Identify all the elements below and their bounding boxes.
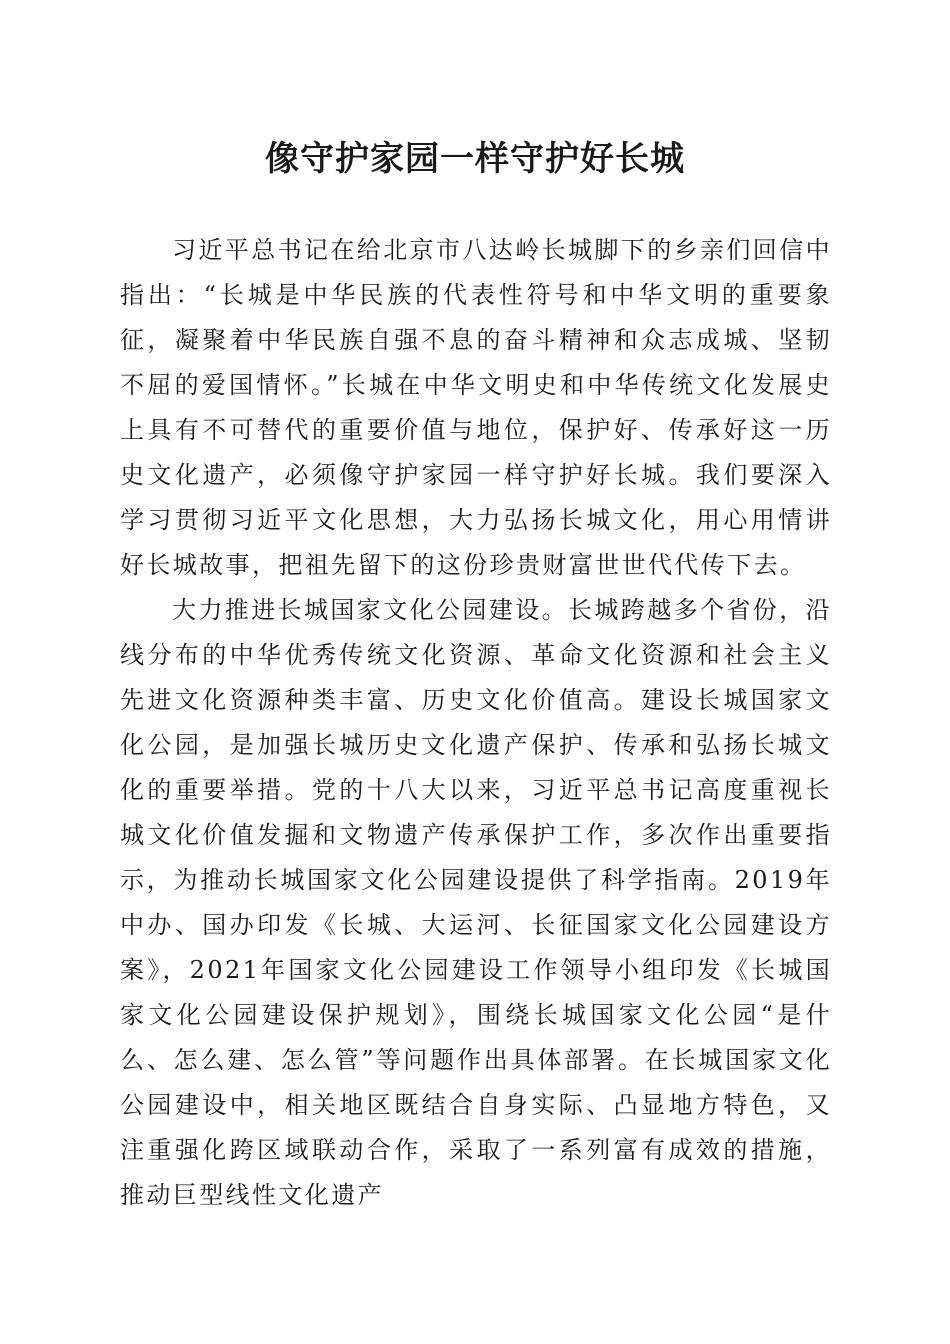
- paragraph-2: 大力推进长城国家文化公园建设。长城跨越多个省份，沿线分布的中华优秀传统文化资源、革命文化资源和社会主义先进文化资源种类丰富、历史文化价值高。建设长城国家文化公园，是加强长城历史文化遗产保护、传承和弘扬长城文化的重要举措。党的十八大以来，习近平总书记高度重视长城文化价值发掘和文物遗产传承保护工作，多次作出重要指示，为推动长城国家文化公园建设提供了科学指南。2019年中办、国办印发《长城、大运河、长征国家文化公园建设方案》，2021年国家文化公园建设工作领导小组印发《长城国家文化公园建设保护规划》，围绕长城国家文化公园“是什么、怎么建、怎么管”等问题作出具体部署。在长城国家文化公园建设中，相关地区既结合自身实际、凸显地方特色，又注重强化跨区域联动合作，采取了一系列富有成效的措施，推动巨型线性文化遗产: [120, 596, 832, 1209]
- paragraph-1: 习近平总书记在给北京市八达岭长城脚下的乡亲们回信中指出：“长城是中华民族的代表性符号和中华文明的重要象征，凝聚着中华民族自强不息的奋斗精神和众志成城、坚韧不屈的爱国情怀。”长城在中华文明史和中华传统文化发展史上具有不可替代的重要价值与地位，保护好、传承好这一历史文化遗产，必须像守护家园一样守护好长城。我们要深入学习贯彻习近平文化思想，大力弘扬长城文化，用心用情讲好长城故事，把祖先留下的这份珍贵财富世世代代传下去。: [120, 236, 832, 579]
- document-body: [120, 228, 832, 1218]
- document-title: 像守护家园一样守护好长城: [265, 139, 685, 179]
